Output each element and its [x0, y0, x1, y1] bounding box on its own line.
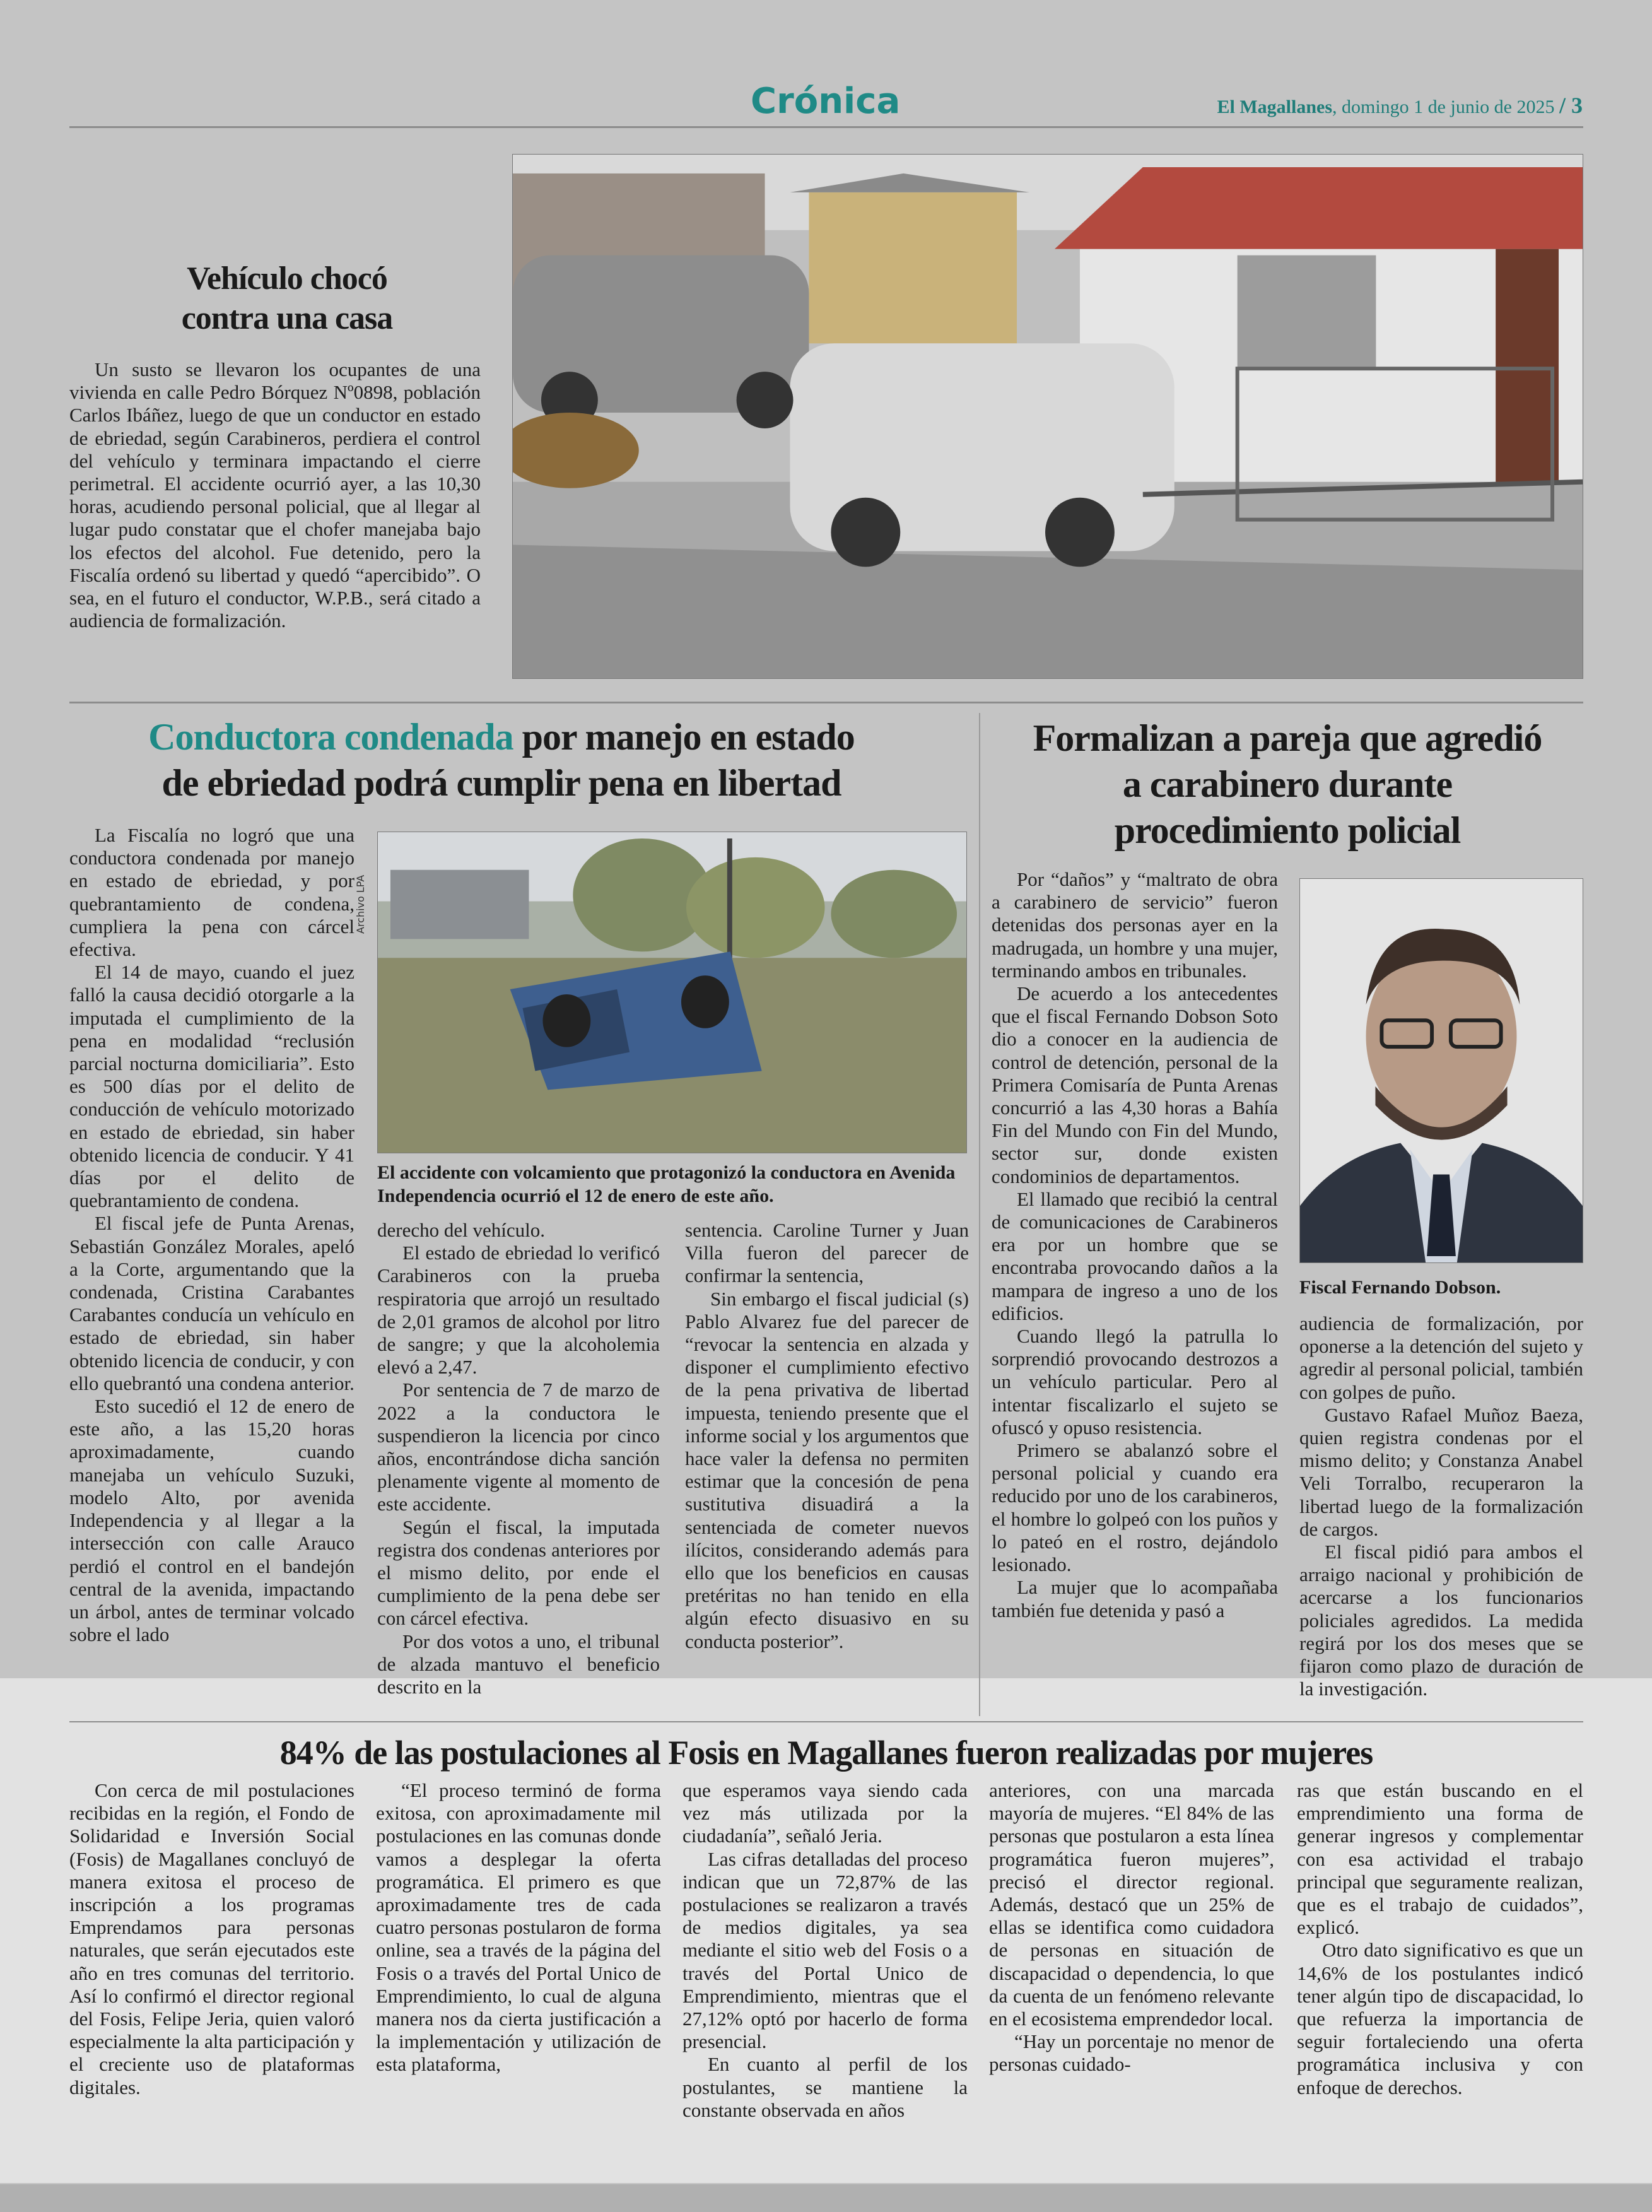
- story3-column-1: [992, 868, 1278, 1715]
- story2-column-1: [69, 824, 354, 1715]
- story2-column-2: [377, 1219, 660, 1715]
- header-rule: [69, 126, 1583, 128]
- story1-paragraph: Un susto se llevaron los ocupantes de una vivienda en calle Pedro Bórquez Nº0898, población Carlos Ibáñez, luego de que un conductor en estado de ebriedad, según Carabineros, perdiera el control del vehículo y terminara impactando el cierre perimetral. El accidente ocurrió ayer, a las 10,30 horas, acudiendo personal policial, que al llegar al lugar pudo constatar que el chofer manejaba bajo los efectos del alcohol. Fue detenido, pero la Fiscalía ordenó su libertad y quedó “apercibido”. O sea, en el futuro el conductor, W.P.B., será citado a audiencia de formalización.: [69, 358, 481, 632]
- story3-headline-line2: a carabinero durante: [1122, 763, 1453, 806]
- story4-col3-paragraph-2: Las cifras detalladas del proceso indican que un 72,87% de las postulaciones se realizaron a través de medios digitales, ya sea mediante el sitio web del Fosis o a través del Portal Unico de Emprendimiento, mientras que el 27,12% optó por hacerlo de forma presencial.: [682, 1847, 968, 2053]
- story2-col1-paragraph-1: La Fiscalía no logró que una conductora condenada por manejo en estado de ebriedad, y por quebrantamiento de condena, cumpliera la pena con cárcel efectiva.: [69, 824, 354, 961]
- overturned-car-photo: [377, 832, 967, 1153]
- story2-col2-paragraph-1: derecho del vehículo.: [377, 1219, 545, 1241]
- story2-col2-paragraph-5: Por dos votos a uno, el tribunal de alzada mantuvo el beneficio descrito en la: [377, 1630, 660, 1698]
- story3-col1-paragraph-6: La mujer que lo acompañaba también fue detenida y pasó a: [992, 1576, 1278, 1621]
- story3-bottom-rule: [69, 1721, 1583, 1722]
- story4-col3-paragraph-3: En cuanto al perfil de los postulantes, se mantiene la constante observada en años: [682, 2053, 968, 2121]
- story3-col1-paragraph-4: Cuando llegó la patrulla lo sorprendió provocando destrozos a un vehículo particular. Pero al intentar fiscalizarlo el sujeto se ofuscó y opuso resistencia.: [992, 1325, 1278, 1438]
- story4-col1-paragraph-1: Con cerca de mil postulaciones recibidas en la región, el Fondo de Solidaridad e Inversión Social (Fosis) de Magallanes concluyó de manera exitosa el proceso de inscripción a los programas Emprendamos para personas naturales, que serán ejecutados este año en tres comunas del territorio. Así lo confirmó el director regional del Fosis, Felipe Jeria, quien valoró especialmente la alta participación y el creciente uso de plataformas digitales.: [69, 1779, 354, 2098]
- story2-col3-paragraph-1: sentencia. Caroline Turner y Juan Villa fueron del parecer de confirmar la sentencia,: [685, 1219, 969, 1287]
- story4-col2-paragraph-1: “El proceso terminó de forma exitosa, con aproximadamente mil postulaciones en las comunas donde vamos a desplegar la oferta programática. El primero es que aproximadamente tres de cada cuatro personas postularon de forma online, sea a través de la página del Fosis o a través del Portal Unico de Emprendimiento, lo cual de alguna manera nos da cierta justificación a la implementación y utilización de esta plataforma,: [376, 1779, 661, 2076]
- story1-body: [69, 358, 481, 686]
- issue-date: domingo 1 de junio de 2025: [1342, 97, 1555, 117]
- story3-column-2: [1299, 1312, 1583, 1715]
- story4-col5-paragraph-1: ras que están buscando en el emprendimiento una forma de generar ingresos y complementar con esa actividad el trabajo principal que seguramente realizan, que es el trabajo de cuidados”, explicó.: [1297, 1779, 1583, 1939]
- story3-col1-paragraph-5: Primero se abalanzó sobre el personal policial y cuando era reducido por uno de los carabineros, el hombre lo golpeó con los puños y lo pateó en el rostro, dejándolo lesionado.: [992, 1439, 1278, 1576]
- story2-col1-paragraph-3: El fiscal jefe de Punta Arenas, Sebastián González Morales, apeló a la Corte, argumentando que la condenada, Cristina Carabantes Carabantes conducía un vehículo en estado de ebriedad, sin haber obtenido licencia de conducir, y con ello quebrantó una condena anterior.: [69, 1212, 354, 1394]
- story4-column-1: [69, 1779, 354, 2133]
- story2-headline-line2: de ebriedad podrá cumplir pena en libertad: [161, 762, 841, 804]
- story1-headline-line1: Vehículo chocó: [187, 261, 387, 297]
- masthead: El Magallanes, domingo 1 de junio de 2025 / 3: [1217, 93, 1583, 118]
- photo-credit: Archivo LPA: [354, 874, 366, 934]
- story4-column-3: [682, 1779, 968, 2133]
- column-separator: [979, 713, 980, 1716]
- story3-headline-line3: procedimiento policial: [1114, 809, 1461, 852]
- story2-col3-paragraph-2: Sin embargo el fiscal judicial (s) Pablo Alvarez fue del parecer de “revocar la sentencia en alzada y disponer el cumplimiento efectivo de la pena privativa de libertad impuesta, teniendo presente que el informe social y los argumentos que hace valer la defensa no permiten estimar que la concesión de pena sustitutiva disuadirá a la sentenciada de cometer nuevos ilícitos, considerando además para ello que los beneficios en causas pretéritas no han tenido en ella algún efecto disuasivo en su conducta posterior”.: [685, 1287, 969, 1652]
- story2-col1-paragraph-2: El 14 de mayo, cuando el juez falló la causa decidió otorgarle a la imputada el cumplimiento de la pena en modalidad “reclusión parcial nocturna domiciliaria”. Esto es 500 días por el delito de conducción de vehículo motorizado en estado de ebriedad, sin haber obtenido licencia de conducir. Y 41 días por el delito de quebrantamiento de condena.: [69, 961, 354, 1212]
- fiscal-caption: Fiscal Fernando Dobson.: [1299, 1277, 1501, 1298]
- newspaper-name: El Magallanes: [1217, 97, 1332, 117]
- story4-col5-paragraph-2: Otro dato significativo es que un 14,6% de los postulantes indicó tener algún tipo de discapacidad, lo que refuerza la importancia de seguir fortaleciendo una oferta programática inclusiva y con enfoque de derechos.: [1297, 1939, 1583, 2098]
- story3-col2-paragraph-1: audiencia de formalización, por oponerse a la detención del sujeto y agredir al personal policial, también con golpes de puño.: [1299, 1312, 1583, 1403]
- story4-col4-paragraph-2: “Hay un porcentaje no menor de personas cuidado-: [989, 2030, 1274, 2076]
- story2-headline-line1: por manejo en estado: [513, 716, 855, 758]
- story3-col1-paragraph-1: Por “daños” y “maltrato de obra a carabinero de servicio” fueron detenidas dos personas ayer en la madrugada, un hombre y una mujer, terminando ambos en tribunales.: [992, 868, 1278, 982]
- story3-col1-paragraph-3: El llamado que recibió la central de comunicaciones de Carabineros era por un hombre que se encontraba provocando daños a la mampara de ingreso a uno de los edificios.: [992, 1187, 1278, 1324]
- story2-headline: [69, 714, 934, 806]
- overturned-car-caption: El accidente con volcamiento que protagonizó la conductora en Avenida Independencia ocurrió el 12 de enero de este año.: [377, 1162, 956, 1206]
- story4-col3-paragraph-1: que esperamos vaya siendo cada vez más utilizada por la ciudadanía”, señaló Jeria.: [682, 1779, 968, 1847]
- story2-headline-accent: Conductora condenada: [148, 716, 513, 758]
- story2-col2-paragraph-3: Por sentencia de 7 de marzo de 2022 a la conductora le suspendieron la licencia por cinco años, encontrándose dicha sanción plenamente vigente al momento de este accidente.: [377, 1379, 660, 1515]
- story2-column-3: [685, 1219, 969, 1715]
- story1-bottom-rule: [69, 702, 1583, 703]
- page-number: 3: [1571, 93, 1583, 118]
- story3-headline-line1: Formalizan a pareja que agredió: [1033, 717, 1542, 759]
- fiscal-portrait-photo: [1299, 878, 1583, 1263]
- section-title: Crónica: [751, 81, 901, 122]
- story1-headline-line2: contra una casa: [181, 300, 393, 337]
- story3-headline: [992, 715, 1583, 854]
- story2-col2-paragraph-4: Según el fiscal, la imputada registra dos condenas anteriores por el mismo delito, por ende el cumplimiento de la pena debe ser con cárcel efectiva.: [377, 1515, 660, 1630]
- story4-col4-paragraph-1: anteriores, con una marcada mayoría de mujeres. “El 84% de las personas que postularon a esta línea programática fueron mujeres”, precisó el director regional. Además, destacó que un 25% de ellas se identifica como cuidadora de personas en situación de discapacidad o dependencia, lo que da cuenta de un fenómeno relevante en el ecosistema emprendedor local.: [989, 1779, 1274, 2030]
- story1-headline: [69, 259, 505, 339]
- story4-column-5: [1297, 1779, 1583, 2133]
- story3-col2-paragraph-3: El fiscal pidió para ambos el arraigo nacional y prohibición de acercarse a los funcionarios policiales agredidos. La medida regirá por los dos meses que se fijaron como plazo de duración de la investigación.: [1299, 1541, 1583, 1700]
- story3-col2-paragraph-2: Gustavo Rafael Muñoz Baeza, quien registra condenas por el mismo delito; y Constanza Anabel Veli Torralbo, recuperaron la libertad luego de la formalización de cargos.: [1299, 1403, 1583, 1540]
- car-crash-house-photo: [512, 154, 1583, 679]
- page-footer-strip: [0, 2184, 1652, 2212]
- story2-col1-paragraph-4: Esto sucedió el 12 de enero de este año, a las 15,20 horas aproximadamente, cuando manejaba un vehículo Suzuki, modelo Alto, por avenida Independencia y al llegar a la intersección con calle Arauco perdió el control en el bandejón central de la avenida, impactando un árbol, antes de terminar volcado sobre el lado: [69, 1395, 354, 1646]
- story4-column-4: [989, 1779, 1274, 2133]
- story3-col1-paragraph-2: De acuerdo a los antecedentes que el fiscal Fernando Dobson Soto dio a conocer en la audiencia de control de detención, personal de la Primera Comisaría de Punta Arenas concurrió a las 4,30 horas a Bahía Fin del Mundo con Fin del Mundo, sector sur, donde existen condominios de departamentos.: [992, 982, 1278, 1187]
- story4-column-2: [376, 1779, 661, 2133]
- story4-headline: 84% de las postulaciones al Fosis en Magallanes fueron realizadas por mujeres: [279, 1734, 1373, 1772]
- story2-col2-paragraph-2: El estado de ebriedad lo verificó Carabineros con la prueba respiratoria que arrojó un resultado de 2,01 gramos de alcohol por litro de sangre; y que la alcoholemia elevó a 2,47.: [377, 1242, 660, 1379]
